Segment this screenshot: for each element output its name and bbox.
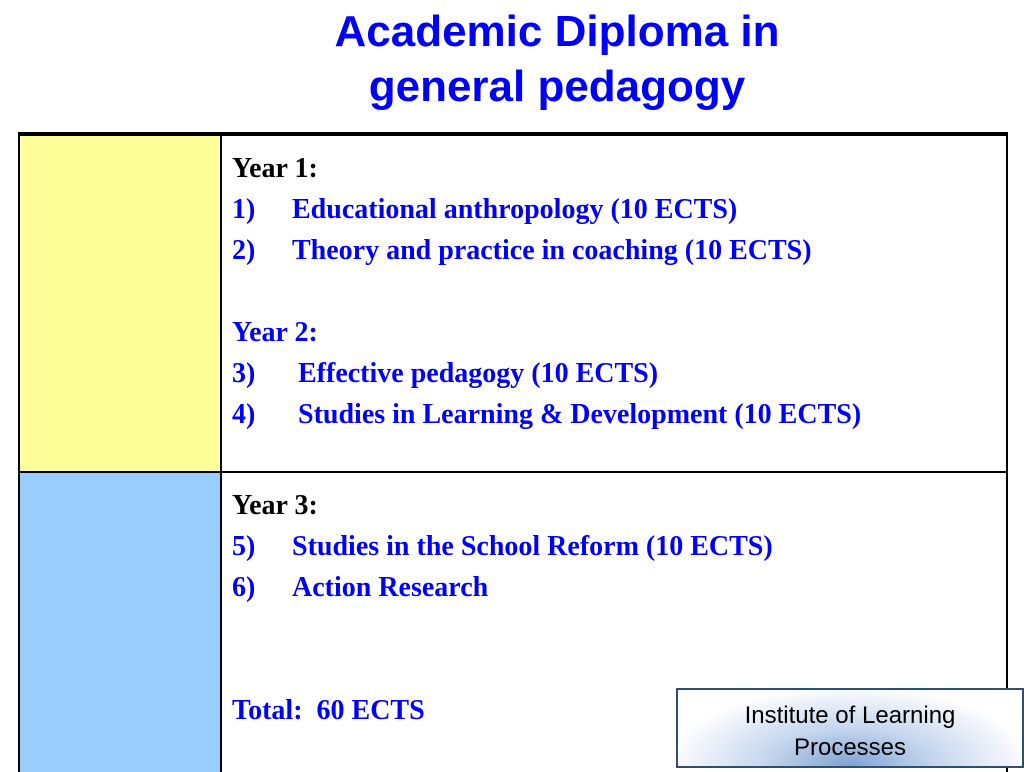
course-label: Theory and practice in coaching (10 ECTS) xyxy=(292,235,812,266)
slide-title-line-1: Academic Diploma in xyxy=(334,7,780,56)
course-number: 6) xyxy=(232,572,256,603)
course-number: 3) xyxy=(232,358,256,389)
yellow-side-cell xyxy=(20,136,222,471)
course-item-1 xyxy=(232,189,1000,230)
course-number: 5) xyxy=(232,531,256,562)
course-number: 2) xyxy=(232,235,256,266)
course-item-5 xyxy=(232,526,1000,567)
course-item-4 xyxy=(232,394,1000,435)
years-1-2-content-cell xyxy=(232,148,1000,435)
curriculum-table xyxy=(18,132,1008,772)
institute-badge xyxy=(676,688,1024,768)
slide-title-line-2: general pedagogy xyxy=(368,62,746,111)
year-2-heading: Year 2: xyxy=(232,317,318,348)
course-item-2 xyxy=(232,230,1000,271)
blue-side-cell xyxy=(20,473,222,772)
course-label: Studies in the School Reform (10 ECTS) xyxy=(292,531,773,562)
course-number: 1) xyxy=(232,194,256,225)
institute-badge-line-2: Processes xyxy=(793,734,907,761)
course-item-6 xyxy=(232,567,1000,608)
course-item-3 xyxy=(232,353,1000,394)
institute-badge-line-1: Institute of Learning xyxy=(744,702,956,729)
table-row-years-1-2 xyxy=(18,136,1008,473)
course-label: Effective pedagogy (10 ECTS) xyxy=(298,358,659,389)
course-label: Educational anthropology (10 ECTS) xyxy=(292,194,738,225)
year-1-heading: Year 1: xyxy=(232,153,318,184)
course-label: Studies in Learning & Development (10 ECTS) xyxy=(298,399,862,430)
total-ects: Total: 60 ECTS xyxy=(232,695,425,726)
course-label: Action Research xyxy=(292,572,489,603)
slide-title xyxy=(0,4,1024,114)
course-number: 4) xyxy=(232,399,256,430)
year-3-heading: Year 3: xyxy=(232,490,318,521)
